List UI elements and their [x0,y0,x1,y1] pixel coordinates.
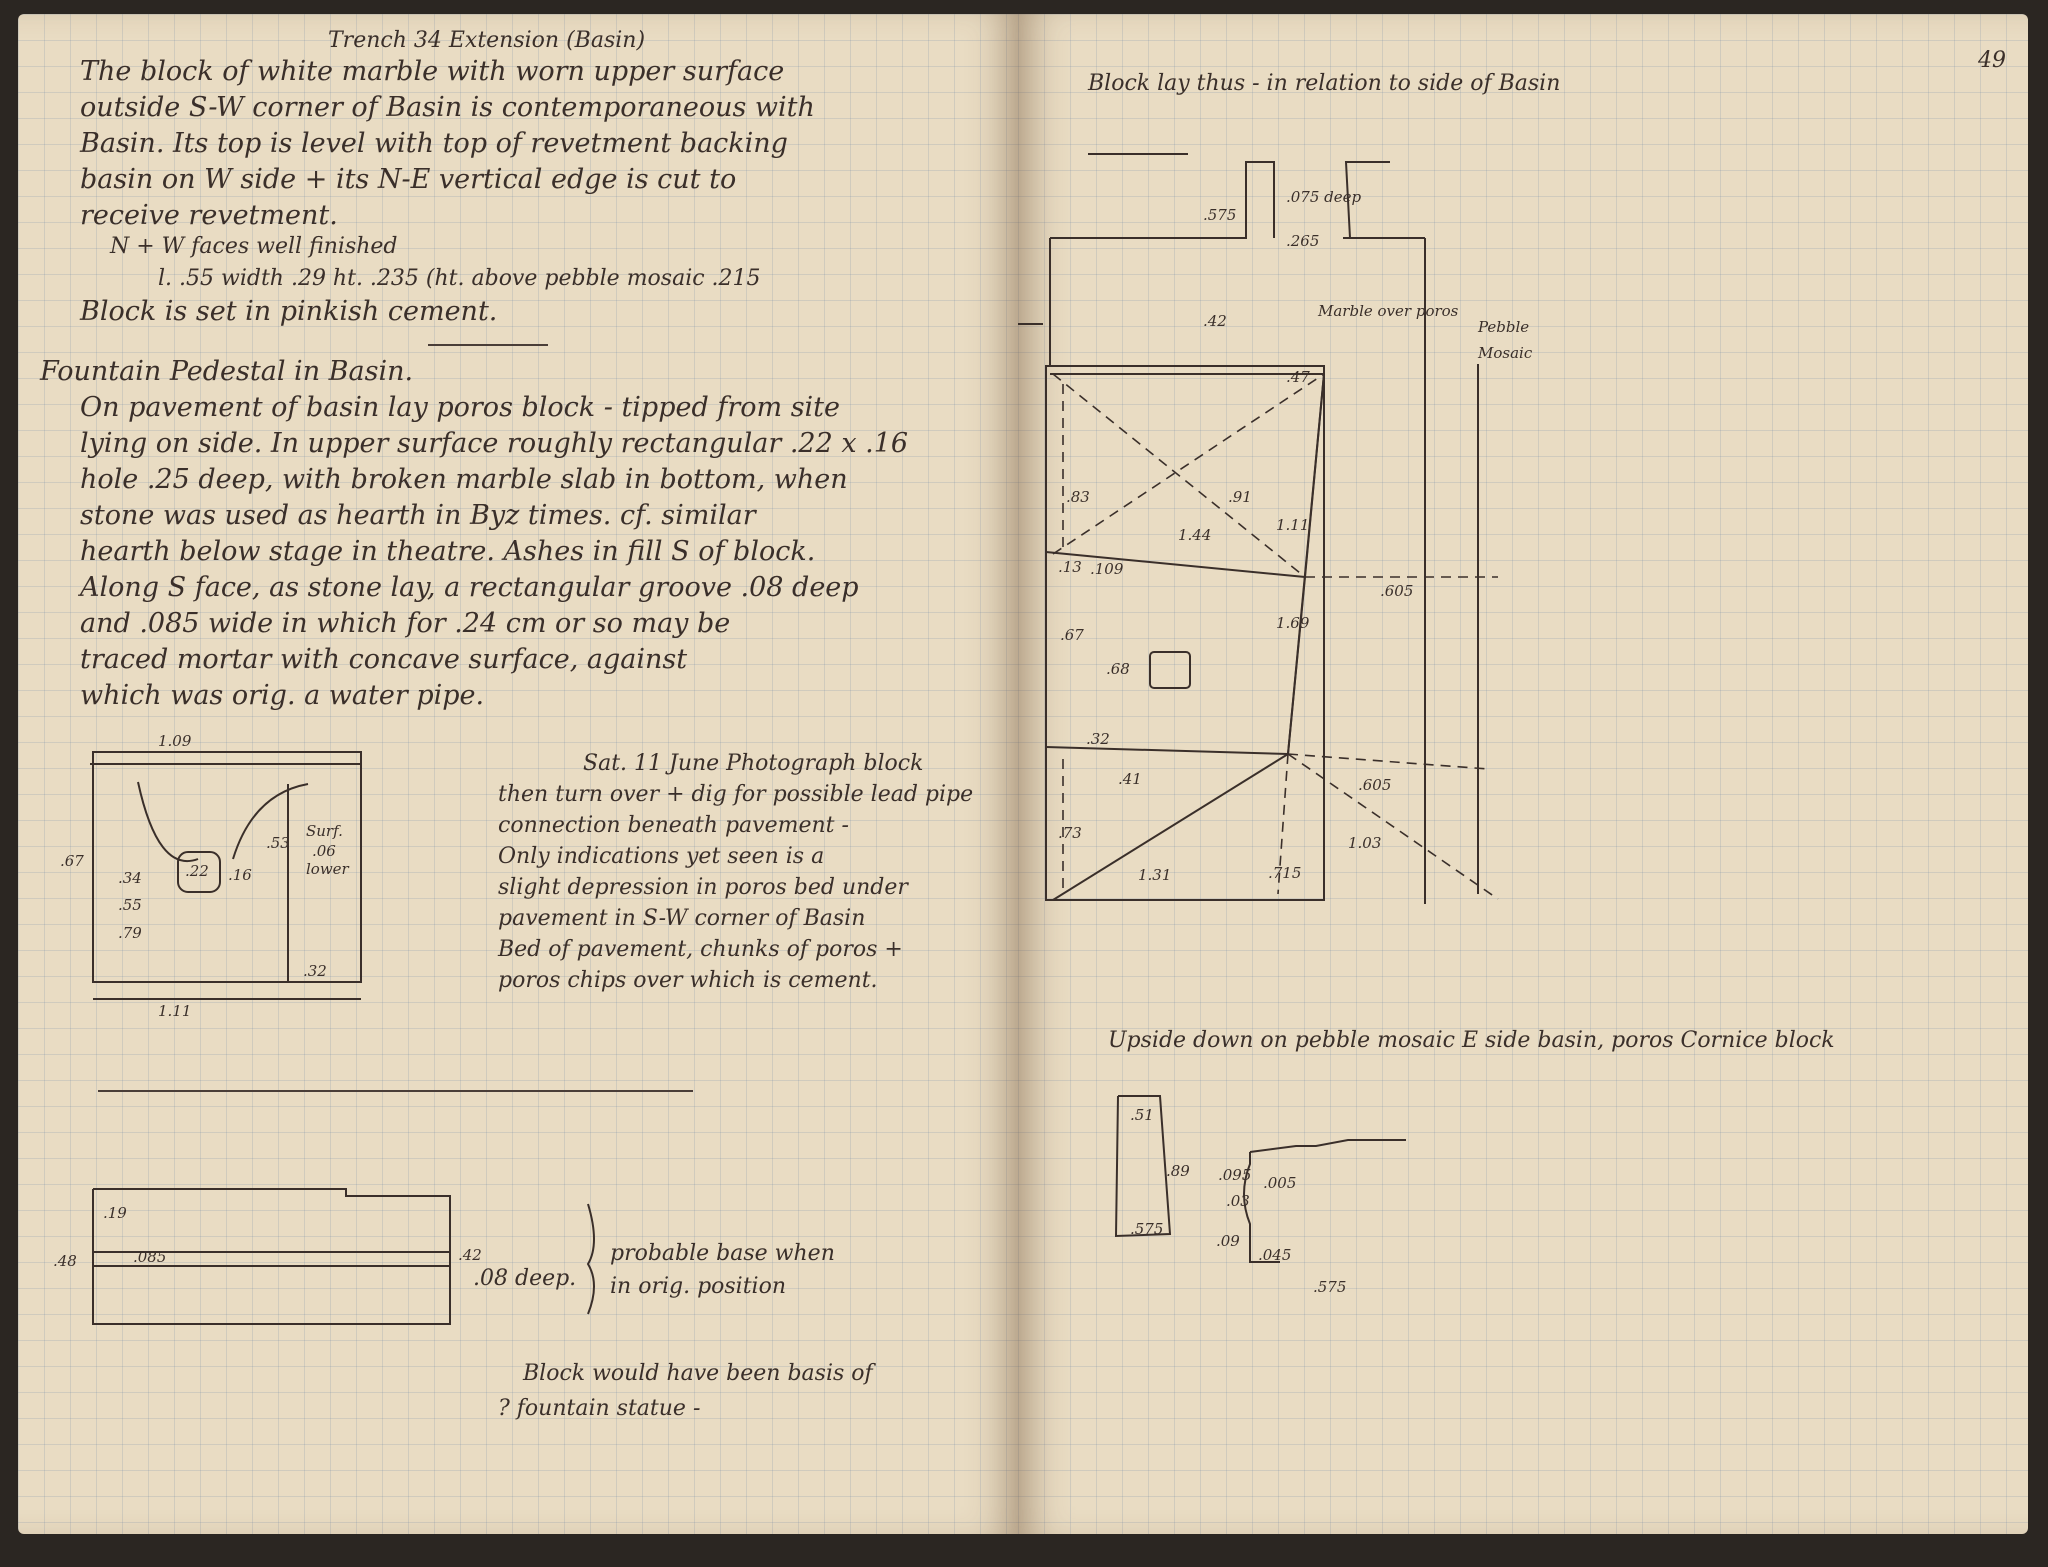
diagram-label: .605 [1380,582,1414,600]
note-line: Only indications yet seen is a [498,844,825,869]
diagram-label: .91 [1228,488,1252,506]
text-line: lying on side. In upper surface roughly rectangular .22 x .16 [80,428,909,459]
sketch-label: .575 [1130,1220,1164,1238]
note-line: connection beneath pavement - [498,813,849,838]
diagram-label: .575 [1203,206,1237,224]
right-page [1018,14,2028,1534]
text-line: receive revetment. [80,200,338,231]
text-line: N + W faces well finished [110,234,398,259]
sketch-label: .03 [1226,1192,1250,1210]
cornice-block-sketch [1018,14,2028,1534]
sketch-label: .16 [228,866,252,884]
diagram-label: .265 [1286,232,1320,250]
sketch-label: .55 [118,896,142,914]
diagram-label: .83 [1066,488,1090,506]
sketch-label: .79 [118,924,142,942]
text-line: basin on W side + its N-E vertical edge is cut to [80,164,737,195]
sketch-label: .19 [103,1204,127,1222]
sketch-label: .22 [185,862,209,880]
diagram-label: Mosaic [1478,344,1533,362]
pedestal-elevation-sketch [18,14,1018,1534]
sketch-label: .06 [312,842,336,860]
note-line: slight depression in poros bed under [498,875,908,900]
sketch-label: .42 [458,1246,482,1264]
sketch-label: .53 [266,834,290,852]
page-number: 49 [1978,48,2006,73]
diagram-label: Marble over poros [1318,302,1459,320]
text-line: l. .55 width .29 ht. .235 (ht. above pebble mosaic .215 [158,266,761,291]
note-line: poros chips over which is cement. [498,968,878,993]
note-line: probable base when [610,1241,835,1266]
diagram-label: .715 [1268,864,1302,882]
sketch-label: .48 [53,1252,77,1270]
diagram-label: .075 deep [1286,188,1362,206]
diagram-label: .67 [1060,626,1084,644]
sketch-label: .34 [118,869,142,887]
sketch-label: Surf. [306,822,343,840]
diagram-label: 1.31 [1138,866,1172,884]
note-line: in orig. position [610,1274,787,1299]
text-line: outside S-W corner of Basin is contemporaneous with [80,92,815,123]
text-line: On pavement of basin lay poros block - tipped from site [80,392,841,423]
text-line: hearth below stage in theatre. Ashes in fill S of block. [80,536,816,567]
sketch-label: .09 [1216,1232,1240,1250]
diagram-label: Pebble [1478,318,1530,336]
sketch-label: 1.11 [158,1002,192,1020]
note-line: pavement in S-W corner of Basin [498,906,866,931]
note-line: Bed of pavement, chunks of poros + [498,937,903,962]
sketch-label: .51 [1130,1106,1154,1124]
diagram-label: 1.69 [1276,614,1310,632]
diagram-label: .605 [1358,776,1392,794]
note-line: Block would have been basis of [523,1361,873,1386]
sketch-label: .32 [303,962,327,980]
note-line: then turn over + dig for possible lead pipe [498,782,974,807]
sketch-label: .67 [60,852,84,870]
diagram-label: .73 [1058,824,1082,842]
page-title-left: Trench 34 Extension (Basin) [328,28,646,53]
text-line: Basin. Its top is level with top of revetment backing [80,128,788,159]
sketch-label: .085 [133,1248,167,1266]
text-line: stone was used as hearth in Byz times. cf. similar [80,500,756,531]
sketch-label: lower [306,860,349,878]
sketch-label: .045 [1258,1246,1292,1264]
sketch-label: .575 [1313,1278,1347,1296]
text-line: hole .25 deep, with broken marble slab in bottom, when [80,464,848,495]
note-line: ? fountain statue - [498,1396,701,1421]
sketch-label: 1.09 [158,732,192,750]
diagram-label: 1.44 [1178,526,1212,544]
text-line: The block of white marble with worn upper surface [80,56,785,87]
sketch-label: .095 [1218,1166,1252,1184]
left-page [18,14,1018,1534]
diagram-label: .42 [1203,312,1227,330]
sketch-label: .005 [1263,1174,1297,1192]
diagram-label: 1.11 [1276,516,1310,534]
note-line: Sat. 11 June Photograph block [583,751,924,776]
diagram-label: 1.03 [1348,834,1382,852]
text-line: and .085 wide in which for .24 cm or so may be [80,608,731,639]
diagram-label: .47 [1286,368,1310,386]
cornice-caption: Upside down on pebble mosaic E side basin, poros Cornice block [1108,1028,1835,1053]
page-title-right: Block lay thus - in relation to side of Basin [1088,71,1561,96]
sketch-label: .08 deep. [473,1266,577,1291]
diagram-label: .41 [1118,770,1142,788]
diagram-label: .109 [1090,560,1124,578]
sketch-label: .89 [1166,1162,1190,1180]
diagram-label: .32 [1086,730,1110,748]
diagram-label: .68 [1106,660,1130,678]
text-line: which was orig. a water pipe. [80,680,485,711]
diagram-label: .13 [1058,558,1082,576]
section-heading: Fountain Pedestal in Basin. [40,356,414,387]
text-line: Block is set in pinkish cement. [80,296,498,327]
text-line: traced mortar with concave surface, against [80,644,688,675]
text-line: Along S face, as stone lay, a rectangular groove .08 deep [80,572,859,603]
